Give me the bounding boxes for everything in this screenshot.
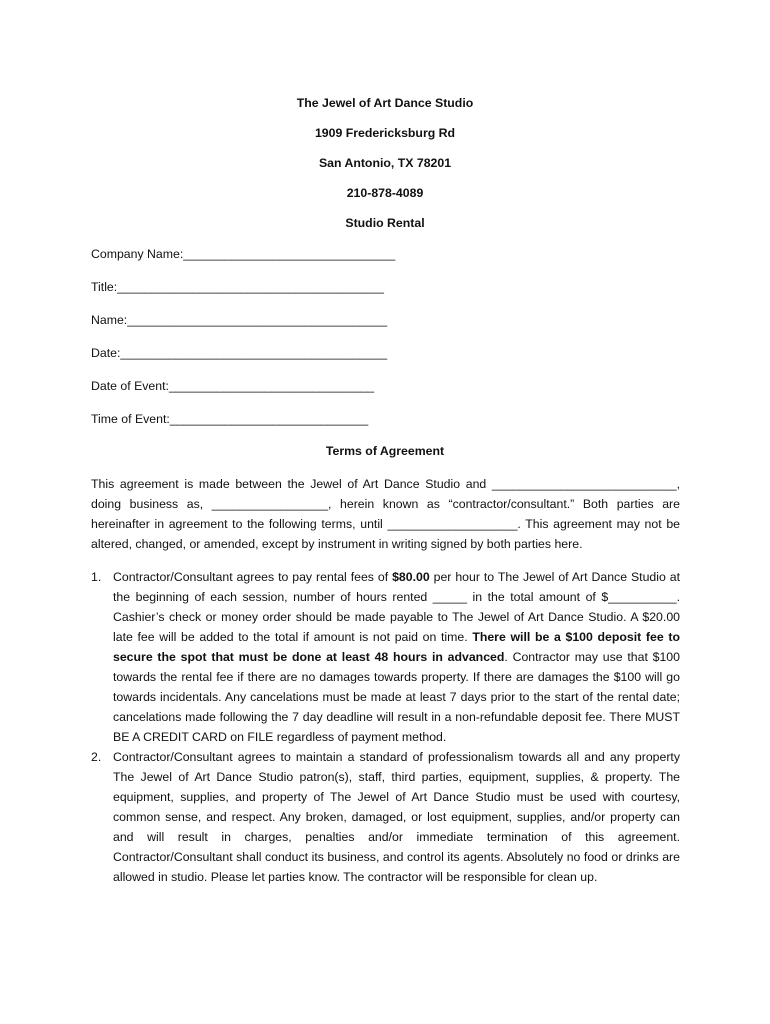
field-label: Company Name: [91,247,184,261]
list-item-text [113,567,680,747]
field-blank: _______________________________ [183,247,396,261]
company-name-field [91,246,395,262]
intro-paragraph: This agreement is made between the Jewel of Art Dance Studio and ___________________________, doing business as, _________________, herein known as “contractor/consultant.” Both parties are hereinafter in agreement to the following terms, until ___________________. This agreement may not be altered, changed, or amended, except by instrument in writing signed by both parties here. [91,477,680,551]
date-field [91,345,387,361]
rental-terms-text: . Contractor may use that $100 towards the rental fee if there are no damages towards property. If there are damages the $100 will go towards incidentals. Any cancelations must be made at least 7 days prior to the start of the rental date; cancelations made following the 7 day deadline will result in a non-refundable deposit fee. There MUST BE A CREDIT CARD on FILE regardless of payment method. [113,650,680,744]
rental-terms-text: Contractor/Consultant agrees to pay rental fees of [113,570,393,584]
field-blank: _______________________________________ [117,280,384,294]
name-field [91,312,387,328]
deposit-notice: There will be a $100 deposit fee to secure the spot that must be done at least 48 hours in advanced [113,630,680,664]
field-label: Title: [91,280,118,294]
terms-heading: Terms of Agreement [325,444,445,458]
list-item-number: 2. [91,750,102,764]
list-item-text: Contractor/Consultant agrees to maintain a standard of professionalism towards all and any property The Jewel of Art Dance Studio patron(s), staff, third parties, equipment, supplies, & property. The equipment, supplies, and property of The Jewel of Art Dance Studio must be used with courtesy, common sense, and respect. Any broken, damaged, or lost equipment, supplies, and/or property can and will result in charges, penalties and/or immediate termination of this agreement. Contractor/Consultant shall conduct its business, and control its agents. Absolutely no food or drinks are allowed in studio. Please let parties know. The contractor will be responsible for clean up. [113,750,680,884]
date-of-event-field [91,378,374,394]
address-line-1: 1909 Fredericksburg Rd [314,126,456,140]
field-label: Time of Event: [91,412,170,426]
field-label: Date: [91,346,121,360]
field-blank: _______________________________________ [120,346,388,360]
field-blank: ______________________________________ [127,313,388,327]
form-title: Studio Rental [345,216,425,230]
field-blank: ______________________________ [168,379,375,393]
list-item-number: 1. [91,570,102,584]
studio-name: The Jewel of Art Dance Studio [296,96,474,110]
rental-fee-amount: $80.00 [392,570,430,584]
field-blank: _____________________________ [169,412,369,426]
rental-terms-text: per hour to The Jewel of Art Dance Studio at the beginning of each session, number of hours rented _____ in the total amount of $__________. Cashier’s check or money order should be made payable to The Jewel of Art Dance Studio. A $20.00 late fee will be added to the total if amount is not paid on time. [113,570,681,644]
time-of-event-field [91,411,368,427]
title-field [91,279,384,295]
field-label: Name: [91,313,128,327]
phone-number: 210-878-4089 [346,186,424,200]
field-label: Date of Event: [91,379,169,393]
address-line-2: San Antonio, TX 78201 [318,156,452,170]
